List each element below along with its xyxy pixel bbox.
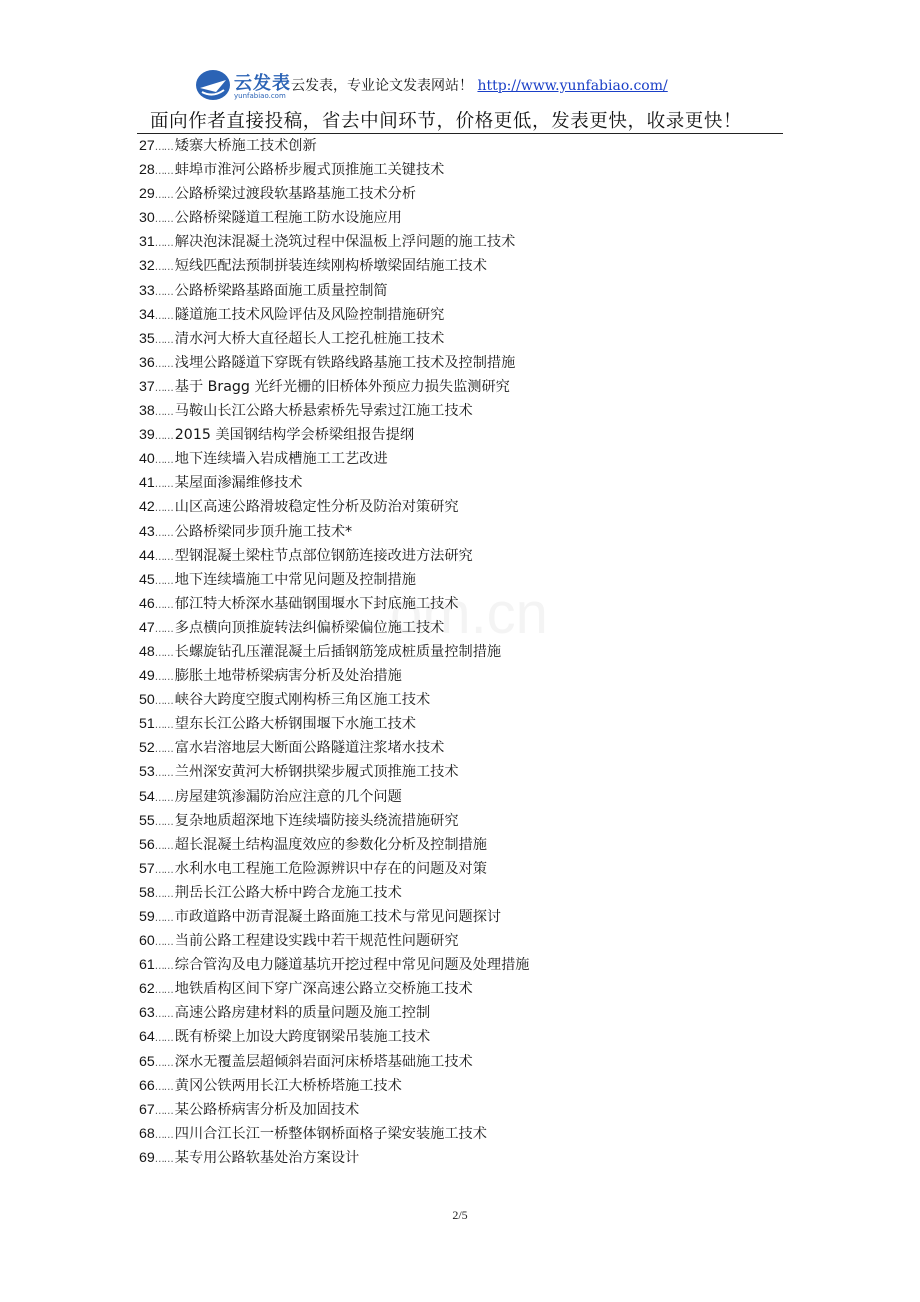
list-item: [139, 303, 529, 327]
list-item: [139, 929, 529, 953]
item-title: 峡谷大跨度空腹式刚构桥三角区施工技术: [174, 692, 431, 709]
list-item: [139, 1122, 529, 1146]
yunfabiao-logo[interactable]: [194, 68, 294, 104]
item-leader-dots: ……: [154, 623, 173, 635]
item-leader-dots: ……: [154, 647, 173, 659]
item-number: 69: [139, 1149, 155, 1166]
list-item: [139, 230, 529, 254]
item-title: 市政道路中沥青混凝土路面施工技术与常见问题探讨: [174, 909, 502, 925]
list-item: [139, 592, 529, 616]
item-leader-dots: ……: [154, 142, 173, 153]
item-leader-dots: ……: [154, 166, 173, 178]
list-item: [139, 953, 529, 977]
list-item: [139, 640, 529, 664]
item-title: 长螺旋钻孔压灌混凝土后插钢筋笼成桩质量控制措施: [174, 643, 502, 660]
logo-subtext: yunfabiao.com: [234, 92, 286, 100]
item-number: 42: [139, 499, 155, 516]
item-number: 49: [139, 668, 155, 685]
item-title: 房屋建筑渗漏防治应注意的几个问题: [174, 788, 402, 805]
item-number: 45: [139, 571, 155, 588]
item-number: 38: [139, 403, 155, 420]
item-number: 59: [139, 909, 155, 925]
item-title: 清水河大桥大直径超长人工挖孔桩施工技术: [174, 330, 445, 347]
item-leader-dots: ……: [154, 310, 173, 322]
cloud-icon: [194, 68, 232, 102]
list-item: [139, 520, 529, 544]
item-leader-dots: ……: [154, 286, 173, 298]
item-leader-dots: ……: [154, 1009, 173, 1021]
item-leader-dots: ……: [154, 1153, 173, 1165]
item-number: 31: [139, 234, 155, 251]
item-number: 54: [139, 788, 155, 805]
item-number: 56: [139, 836, 155, 853]
list-item: [139, 833, 529, 857]
list-item: [139, 544, 529, 568]
item-title: 荆岳长江公路大桥中跨合龙施工技术: [174, 884, 402, 901]
list-item: [139, 664, 529, 688]
item-leader-dots: ……: [154, 937, 173, 949]
list-item: [139, 1146, 529, 1170]
list-item: [139, 495, 529, 519]
item-leader-dots: ……: [154, 864, 173, 876]
item-number: 51: [139, 716, 155, 733]
item-number: 67: [139, 1101, 155, 1118]
item-title: 高速公路房建材料的质量问题及施工控制: [174, 1005, 431, 1022]
item-number: 48: [139, 643, 155, 660]
list-item: [139, 760, 529, 784]
item-title: 望东长江公路大桥钢围堰下水施工技术: [174, 716, 416, 733]
item-number: 46: [139, 595, 155, 612]
item-number: 29: [139, 186, 155, 203]
item-number: 37: [139, 378, 155, 395]
item-number: 35: [139, 330, 155, 347]
item-leader-dots: ……: [154, 1105, 173, 1117]
item-title: 地铁盾构区间下穿广深高速公路立交桥施工技术: [174, 981, 473, 998]
list-item: [139, 568, 529, 592]
item-title: 四川合江长江一桥整体钢桥面格子梁安装施工技术: [174, 1125, 487, 1142]
item-title: 公路桥梁过渡段软基路基施工技术分析: [174, 186, 416, 203]
item-number: 61: [139, 957, 155, 974]
list-item: [139, 254, 529, 278]
list-item: [139, 688, 529, 712]
item-title: 深水无覆盖层超倾斜岩面河床桥塔基础施工技术: [174, 1053, 473, 1070]
item-leader-dots: ……: [154, 696, 173, 708]
item-title: 既有桥梁上加设大跨度钢梁吊装施工技术: [174, 1029, 431, 1046]
list-item: [139, 471, 529, 495]
item-title: 黄冈公铁两用长江大桥桥塔施工技术: [174, 1077, 402, 1094]
page-header: [0, 0, 920, 134]
list-item: [139, 447, 529, 471]
item-title: 公路桥梁路基路面施工质量控制简: [174, 282, 388, 299]
watermark: om.cn: [390, 581, 548, 646]
item-number: 53: [139, 764, 155, 781]
item-leader-dots: ……: [154, 382, 173, 394]
item-title: 综合管沟及电力隧道基坑开挖过程中常见问题及处理措施: [174, 957, 530, 974]
list-item: [139, 423, 529, 447]
item-leader-dots: ……: [154, 238, 173, 250]
list-item: [139, 134, 529, 158]
item-leader-dots: ……: [154, 720, 173, 732]
list-item: [139, 736, 529, 760]
item-number: 28: [139, 162, 155, 179]
item-leader-dots: ……: [154, 672, 173, 684]
tagline: 面向作者直接投稿，省去中间环节，价格更低，发表更快，收录更快！: [150, 111, 743, 132]
item-title: 矮寨大桥施工技术创新: [174, 138, 317, 154]
item-leader-dots: ……: [154, 479, 173, 491]
item-leader-dots: ……: [154, 1057, 173, 1069]
item-title: 基于 Bragg 光纤光栅的旧桥体外预应力损失监测研究: [174, 378, 510, 395]
list-item: [139, 905, 529, 929]
item-number: 43: [139, 523, 155, 540]
item-number: 57: [139, 860, 155, 877]
item-title: 某屋面渗漏维修技术: [174, 475, 303, 492]
item-leader-dots: ……: [154, 816, 173, 828]
item-number: 68: [139, 1125, 155, 1142]
item-leader-dots: ……: [154, 985, 173, 997]
list-item: [139, 881, 529, 905]
list-item: [139, 158, 529, 182]
item-leader-dots: ……: [154, 503, 173, 515]
item-number: 58: [139, 884, 155, 901]
item-leader-dots: ……: [154, 190, 173, 202]
list-item: [139, 279, 529, 303]
list-item: [139, 809, 529, 833]
item-title: 蚌埠市淮河公路桥步履式顶推施工关键技术: [174, 162, 445, 179]
list-item: [139, 1001, 529, 1025]
item-number: 44: [139, 547, 155, 564]
list-item: [139, 351, 529, 375]
item-title: 膨胀土地带桥梁病害分析及处治措施: [174, 668, 402, 685]
item-leader-dots: ……: [154, 527, 173, 539]
item-number: 63: [139, 1005, 155, 1022]
item-number: 64: [139, 1029, 155, 1046]
item-number: 27: [139, 138, 155, 154]
item-title: 马鞍山长江公路大桥悬索桥先导索过江施工技术: [174, 403, 473, 420]
item-leader-dots: ……: [154, 214, 173, 226]
item-number: 34: [139, 306, 155, 323]
item-leader-dots: ……: [154, 913, 173, 924]
item-leader-dots: ……: [154, 792, 173, 804]
list-item: [139, 977, 529, 1001]
item-title: 隧道施工技术风险评估及风险控制措施研究: [174, 306, 445, 323]
item-title: 地下连续墙施工中常见问题及控制措施: [174, 571, 416, 588]
item-number: 60: [139, 933, 155, 950]
logo-wordmark: 云发表: [234, 73, 291, 94]
page-number: 2/5: [452, 1208, 468, 1222]
item-leader-dots: ……: [154, 1081, 173, 1093]
list-item: [139, 857, 529, 881]
item-leader-dots: ……: [154, 768, 173, 780]
item-number: 52: [139, 740, 155, 757]
list-item: [139, 206, 529, 230]
item-number: 65: [139, 1053, 155, 1070]
item-leader-dots: ……: [154, 551, 173, 563]
item-title: 郁江特大桥深水基础钢围堰水下封底施工技术: [174, 595, 459, 612]
item-number: 62: [139, 981, 155, 998]
item-title: 2015 美国钢结构学会桥梁组报告提纲: [174, 427, 415, 444]
list-item: [139, 1098, 529, 1122]
item-leader-dots: ……: [154, 575, 173, 587]
item-leader-dots: ……: [154, 262, 173, 274]
list-item: [139, 327, 529, 351]
item-leader-dots: ……: [154, 1033, 173, 1045]
item-title: 富水岩溶地层大断面公路隧道注浆堵水技术: [174, 740, 445, 757]
item-number: 41: [139, 475, 155, 492]
item-title: 复杂地质超深地下连续墙防接头绕流措施研究: [174, 812, 459, 829]
item-leader-dots: ……: [154, 431, 173, 443]
site-link[interactable]: http://www.yunfabiao.com/: [477, 78, 668, 94]
item-title: 兰州深安黄河大桥钢拱梁步履式顶推施工技术: [174, 764, 459, 781]
list-item: [139, 785, 529, 809]
item-title: 当前公路工程建设实践中若干规范性问题研究: [174, 933, 459, 950]
item-number: 40: [139, 451, 155, 468]
item-leader-dots: ……: [154, 840, 173, 852]
item-number: 33: [139, 282, 155, 299]
item-number: 66: [139, 1077, 155, 1094]
item-leader-dots: ……: [154, 961, 173, 973]
item-number: 39: [139, 427, 155, 444]
item-leader-dots: ……: [154, 407, 173, 419]
item-leader-dots: ……: [154, 358, 173, 370]
item-leader-dots: ……: [154, 455, 173, 467]
list-item: [139, 182, 529, 206]
item-title: 某专用公路软基处治方案设计: [174, 1149, 360, 1166]
item-number: 32: [139, 258, 155, 275]
item-title: 短线匹配法预制拼装连续刚构桥墩梁固结施工技术: [174, 258, 487, 275]
item-title: 多点横向顶推旋转法纠偏桥梁偏位施工技术: [174, 619, 445, 636]
slogan-text: 云发表，专业论文发表网站！: [291, 78, 473, 94]
item-title: 型钢混凝土梁柱节点部位钢筋连接改进方法研究: [174, 547, 473, 564]
site-slogan: [291, 75, 668, 95]
article-list: [139, 134, 529, 1170]
list-item: [139, 1050, 529, 1074]
item-title: 公路桥梁同步顶升施工技术*: [174, 523, 353, 540]
item-leader-dots: ……: [154, 744, 173, 756]
item-title: 浅埋公路隧道下穿既有铁路线路基施工技术及控制措施: [174, 354, 516, 371]
list-item: [139, 1074, 529, 1098]
item-number: 55: [139, 812, 155, 829]
item-title: 超长混凝土结构温度效应的参数化分析及控制措施: [174, 836, 487, 853]
item-number: 50: [139, 692, 155, 709]
item-title: 地下连续墙入岩成槽施工工艺改进: [174, 451, 388, 468]
list-item: [139, 616, 529, 640]
list-item: [139, 399, 529, 423]
item-leader-dots: ……: [154, 1129, 173, 1141]
item-number: 36: [139, 354, 155, 371]
item-title: 某公路桥病害分析及加固技术: [174, 1101, 360, 1118]
list-item: [139, 712, 529, 736]
item-title: 山区高速公路滑坡稳定性分析及防治对策研究: [174, 499, 459, 516]
item-title: 解决泡沫混凝土浇筑过程中保温板上浮问题的施工技术: [174, 234, 516, 251]
list-item: [139, 375, 529, 399]
item-leader-dots: ……: [154, 888, 173, 900]
item-number: 47: [139, 619, 155, 636]
item-leader-dots: ……: [154, 334, 173, 346]
item-title: 公路桥梁隧道工程施工防水设施应用: [174, 210, 402, 227]
item-number: 30: [139, 210, 155, 227]
item-leader-dots: ……: [154, 599, 173, 611]
list-item: [139, 1025, 529, 1049]
item-title: 水利水电工程施工危险源辨识中存在的问题及对策: [174, 860, 487, 877]
